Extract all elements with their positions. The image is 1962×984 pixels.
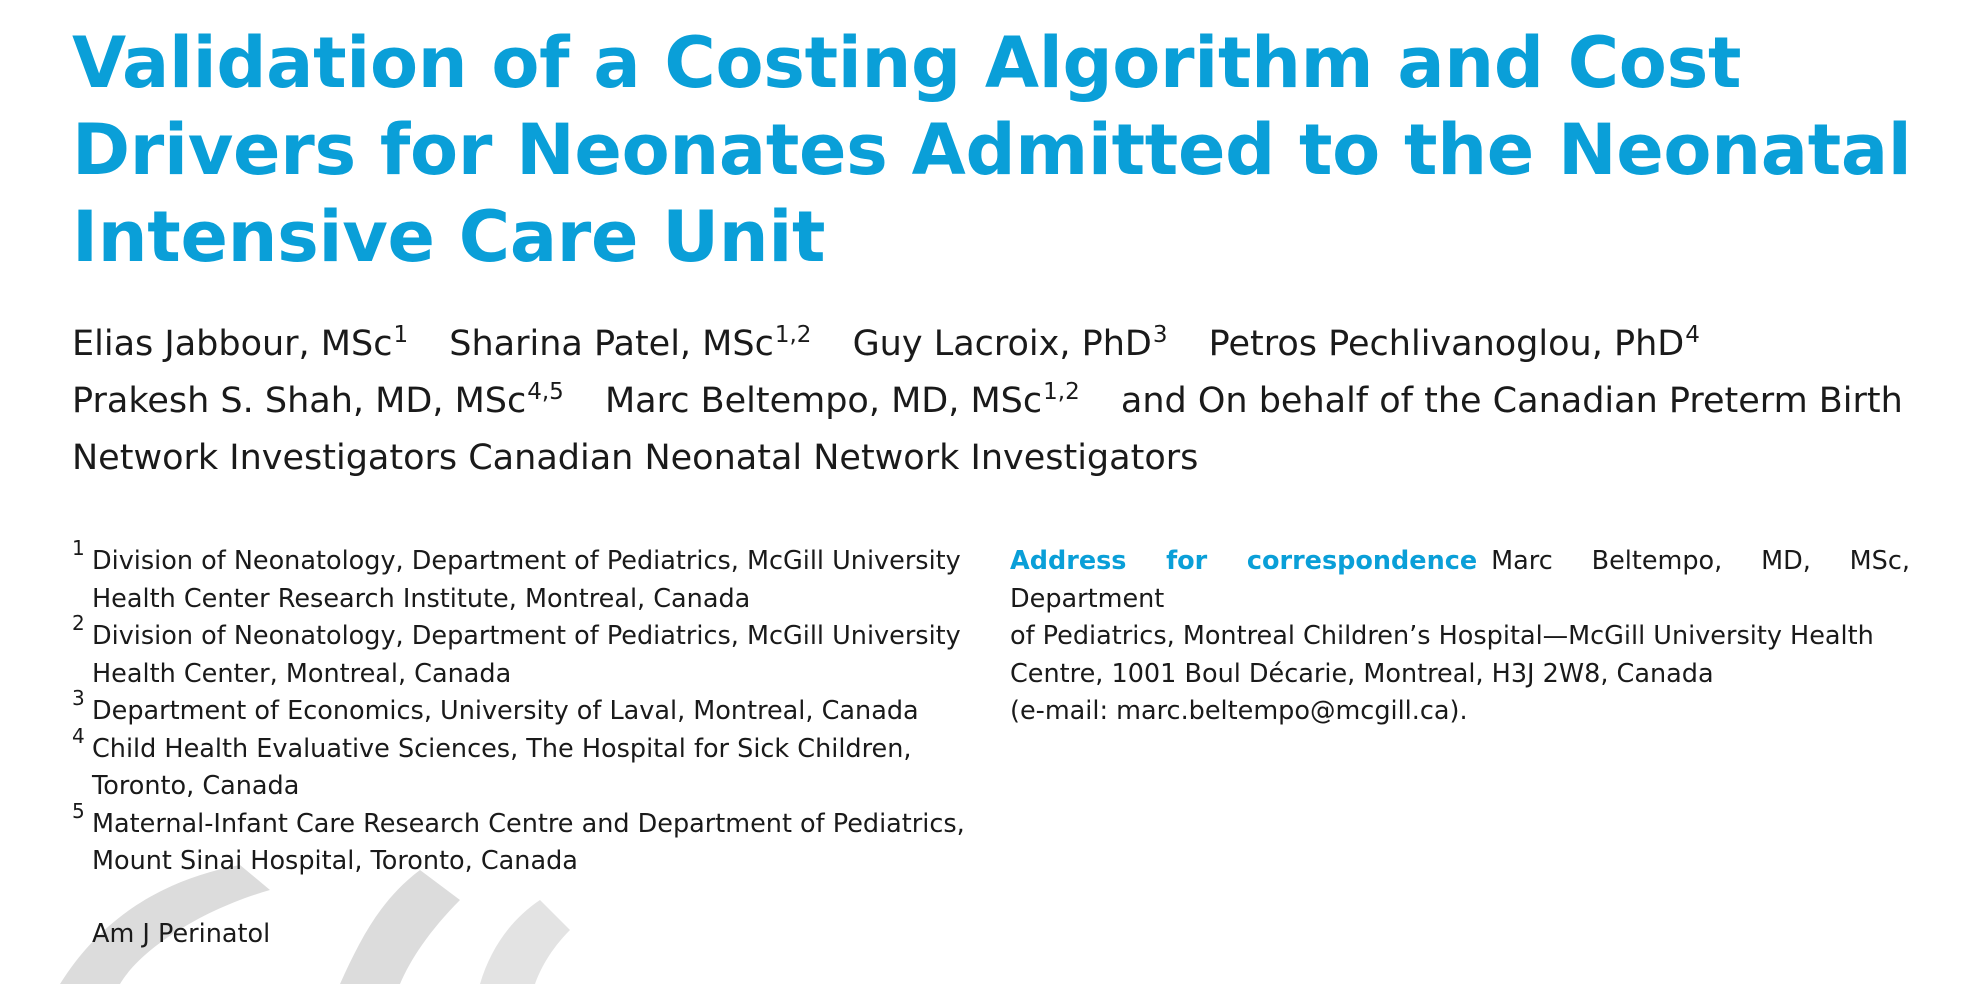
correspondence-label: Address for correspondence [1010, 546, 1478, 576]
affiliation-item: 2 Division of Neonatology, Department of Pediatrics, McGill University Health Center, Montreal, Canada [72, 611, 961, 689]
affiliation-item: 3 Department of Economics, University of Laval, Montreal, Canada [72, 686, 919, 726]
affiliations [72, 536, 992, 881]
author-list [72, 316, 1952, 487]
title-line: Validation of a Costing Algorithm and Cost [72, 22, 1742, 104]
author-name: Petros Pechlivanoglou, PhD$^4$ [1208, 322, 1700, 364]
title-line: Drivers for Neonates Admitted to the Neonatal [72, 109, 1912, 191]
correspondence-email[interactable]: (e-mail: marc.beltempo@mcgill.ca). [1010, 696, 1468, 726]
author-name: Sharina Patel, MSc$^{1,2}$ [449, 322, 812, 364]
author-name: Prakesh S. Shah, MD, MSc$^{4,5}$ [72, 379, 564, 421]
author-line-3: Network Investigators Canadian Neonatal Network Investigators [72, 438, 1199, 478]
affiliation-item: 5 Maternal-Infant Care Research Centre and Department of Pediatrics, Mount Sinai Hospital, Toronto, Canada [72, 798, 965, 876]
author-line-2 [72, 373, 1952, 430]
group-author: and On behalf of the Canadian Preterm Birth [1120, 381, 1903, 421]
author-name: Elias Jabbour, MSc$^1$ [72, 322, 409, 364]
author-line-1 [72, 316, 1952, 373]
title-line: Intensive Care Unit [72, 196, 826, 278]
affiliation-item: 4 Child Health Evaluative Sciences, The Hospital for Sick Children, Toronto, Canada [72, 723, 912, 801]
author-name: Guy Lacroix, PhD$^3$ [852, 322, 1168, 364]
journal-name: Am J Perinatol [92, 919, 271, 949]
author-name: Marc Beltempo, MD, MSc$^{1,2}$ [604, 379, 1080, 421]
affiliation-item: 1 Division of Neonatology, Department of Pediatrics, McGill University Health Center Research Institute, Montreal, Canada [72, 536, 961, 614]
correspondence-text: Marc Beltempo, MD, MSc, Department [1010, 546, 1910, 614]
correspondence-text: Centre, 1001 Boul Décarie, Montreal, H3J 2W8, Canada [1010, 658, 1714, 689]
correspondence-address [1010, 543, 1910, 731]
article-title [72, 20, 1912, 281]
correspondence-text: of Pediatrics, Montreal Children’s Hospital—McGill University Health [1010, 621, 1874, 651]
